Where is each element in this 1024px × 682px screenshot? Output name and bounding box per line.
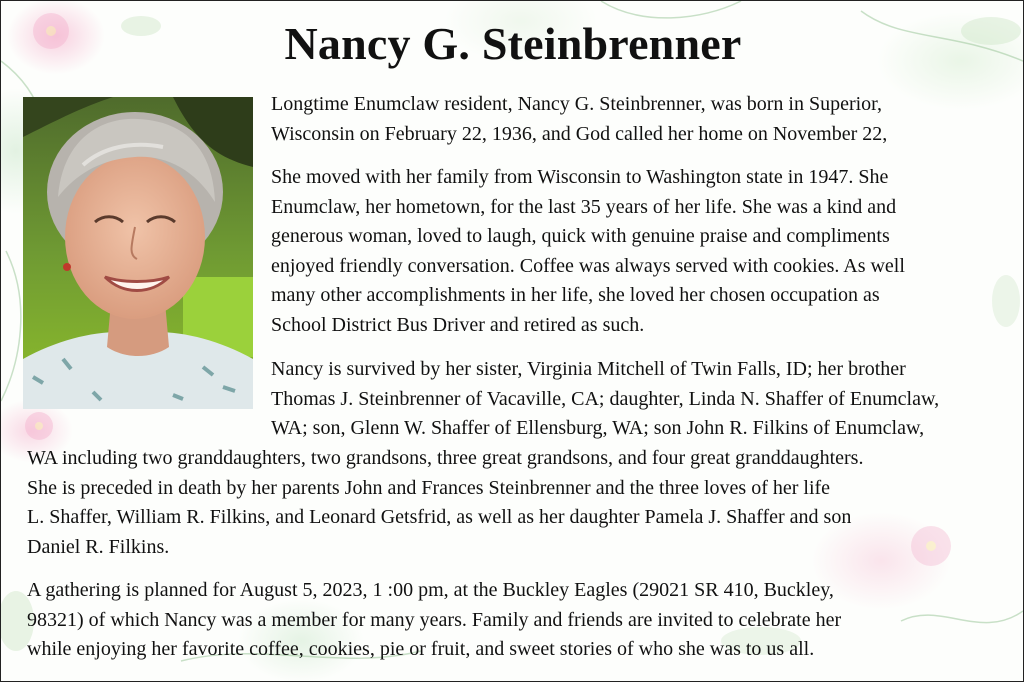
text-line: Longtime Enumclaw resident, Nancy G. Steinbrenner, was born in Superior,: [271, 93, 883, 115]
text-line: many other accomplishments in her life, she loved her chosen occupation as: [271, 284, 880, 306]
survivors-paragraph: [271, 355, 1024, 444]
portrait-illustration: [23, 97, 253, 409]
text-line: She moved with her family from Wisconsin to Washington state in 1947. She: [271, 166, 889, 188]
survivors-paragraph-continued: [27, 444, 1024, 562]
text-line: A gathering is planned for August 5, 2023, 1 :00 pm, at the Buckley Eagles (29021 SR 410, Buckley,: [27, 579, 834, 601]
text-line: WA including two granddaughters, two grandsons, three great grandsons, and four great granddaughters.: [27, 447, 864, 469]
text-line: She is preceded in death by her parents John and Frances Steinbrenner and the three loves of her life: [27, 476, 831, 499]
life-paragraph: [271, 163, 1024, 340]
gathering-paragraph: [27, 576, 1024, 665]
text-line: Daniel R. Filkins.: [27, 535, 170, 558]
text-line: 98321) of which Nancy was a member for many years. Family and friends are invited to celebrate her: [27, 608, 842, 631]
text-line: Nancy is survived by her sister, Virginia Mitchell of Twin Falls, ID; her brother: [271, 358, 906, 380]
text-line: Thomas J. Steinbrenner of Vacaville, CA; daughter, Linda N. Shaffer of Enumclaw,: [271, 387, 940, 410]
portrait-photo: [23, 97, 253, 409]
intro-paragraph: [271, 90, 1024, 149]
text-line: Enumclaw, her hometown, for the last 35 years of her life. She was a kind and: [271, 195, 897, 218]
text-line: Wisconsin on February 22, 1936, and God called her home on November 22,: [271, 122, 888, 145]
text-line: WA; son, Glenn W. Shaffer of Ellensburg, WA; son John R. Filkins of Enumclaw,: [271, 417, 925, 439]
deceased-name-title: Nancy G. Steinbrenner: [284, 18, 742, 69]
text-line: L. Shaffer, William R. Filkins, and Leonard Getsfrid, as well as her daughter Pamela J. Shaffer and son: [27, 506, 852, 528]
text-line: enjoyed friendly conversation. Coffee was always served with cookies. As well: [271, 254, 905, 277]
text-line: generous woman, loved to laugh, quick with genuine praise and compliments: [271, 225, 890, 247]
text-line: School District Bus Driver and retired as such.: [271, 313, 645, 336]
text-line: while enjoying her favorite coffee, cookies, pie or fruit, and sweet stories of who she was to us all.: [27, 638, 815, 660]
